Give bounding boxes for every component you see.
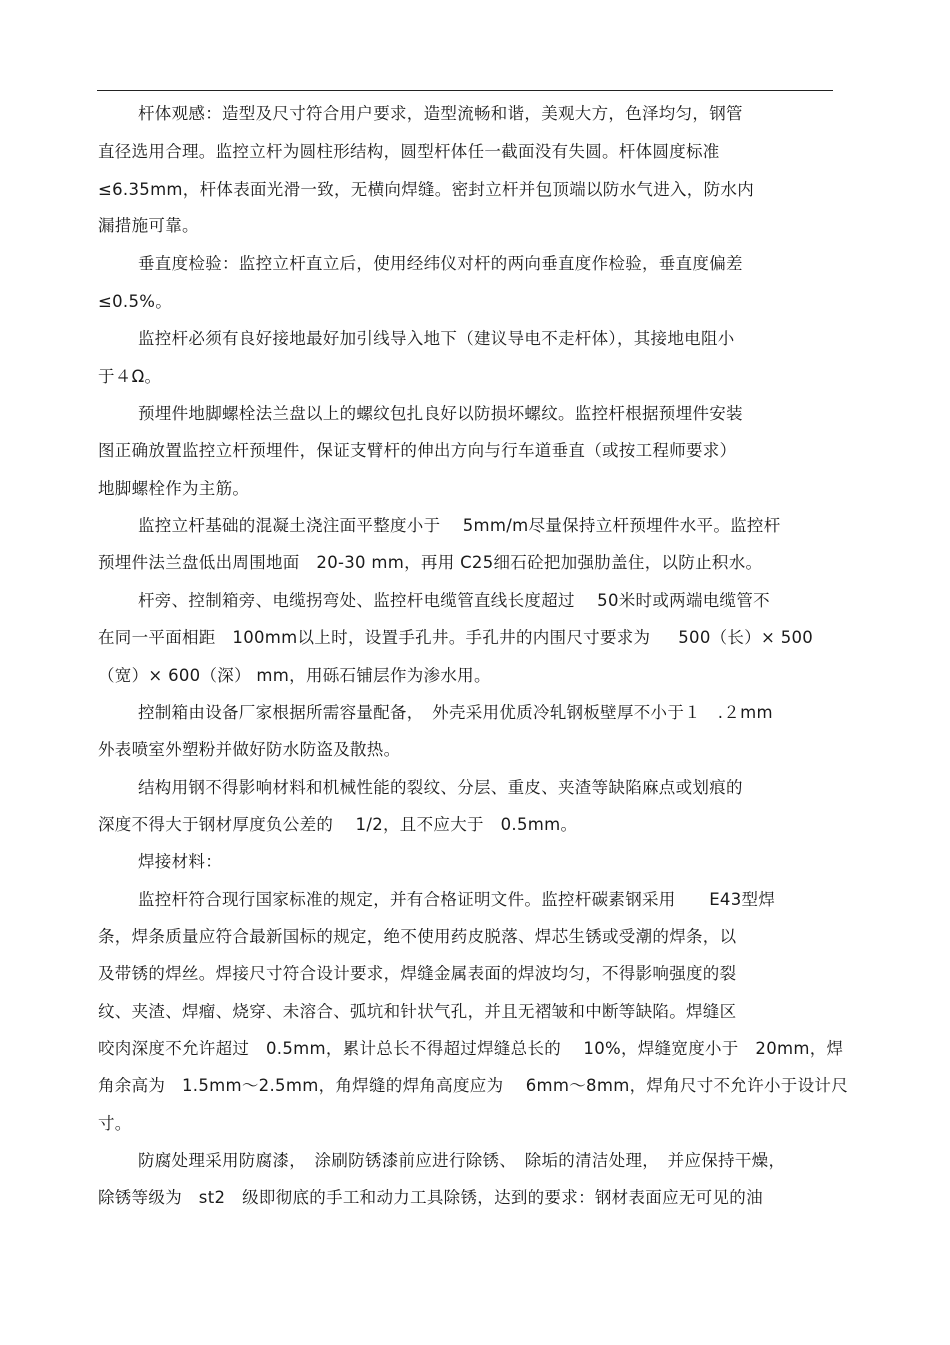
paragraph-line: 漏措施可靠。 — [98, 216, 199, 235]
paragraph-line: 图正确放置监控立杆预埋件，保证支臂杆的伸出方向与行车道垂直（或按工程师要求） — [98, 441, 737, 460]
paragraph-line: 监控立杆基础的混凝土浇注面平整度小于 5mm/m尽量保持立杆预埋件水平。监控杆 — [138, 516, 781, 535]
paragraph-line: 地脚螺栓作为主筋。 — [98, 479, 250, 498]
paragraph-line: 杆旁、控制箱旁、电缆拐弯处、监控杆电缆管直线长度超过 50米时或两端电缆管不 — [138, 591, 770, 610]
header-rule — [97, 90, 833, 91]
paragraph-line: 角余高为 1.5mm～2.5mm，角焊缝的焊角高度应为 6mm～8mm，焊角尺寸不允许小于设计尺 — [98, 1076, 849, 1095]
paragraph-line: 寸。 — [98, 1114, 132, 1133]
paragraph-line: 控制箱由设备厂家根据所需容量配备， 外壳采用优质冷轧钢板壁厚不小于１ .２mm — [138, 703, 773, 722]
paragraph-line: 在同一平面相距 100mm以上时，设置手孔井。手孔井的内围尺寸要求为 500（长）× 500 — [98, 628, 814, 647]
paragraph-line: 预埋件法兰盘低出周围地面 20-30 mm，再用 C25细石砼把加强肋盖住，以防止积水。 — [98, 553, 763, 572]
paragraph-line: 垂直度检验：监控立杆直立后，使用经纬仪对杆的两向垂直度作检验，垂直度偏差 — [138, 254, 743, 273]
paragraph-line: 除锈等级为 st2 级即彻底的手工和动力工具除锈，达到的要求：钢材表面应无可见的油 — [98, 1188, 763, 1207]
paragraph-line: 于４Ω。 — [98, 367, 162, 386]
paragraph-line: 监控杆必须有良好接地最好加引线导入地下（建议导电不走杆体），其接地电阻小 — [138, 329, 735, 348]
paragraph-line: 监控杆符合现行国家标准的规定，并有合格证明文件。监控杆碳素钢采用 E43型焊 — [138, 890, 776, 909]
paragraph-line: 条，焊条质量应符合最新国标的规定，绝不使用药皮脱落、焊芯生锈或受潮的焊条，以 — [98, 927, 737, 946]
paragraph-line: 杆体观感：造型及尺寸符合用户要求，造型流畅和谐，美观大方，色泽均匀，钢管 — [138, 104, 743, 123]
paragraph-line: ≤6.35mm，杆体表面光滑一致，无横向焊缝。密封立杆并包顶端以防水气进入，防水内 — [98, 180, 755, 199]
paragraph-line: 预埋件地脚螺栓法兰盘以上的螺纹包扎良好以防损坏螺纹。监控杆根据预埋件安装 — [138, 404, 743, 423]
paragraph-line: 结构用钢不得影响材料和机械性能的裂纹、分层、重皮、夹渣等缺陷麻点或划痕的 — [138, 778, 743, 797]
paragraph-line: ≤0.5%。 — [98, 292, 173, 311]
section-heading: 焊接材料： — [138, 852, 222, 871]
paragraph-line: 直径选用合理。监控立杆为圆柱形结构，圆型杆体任一截面没有失圆。杆体圆度标准 — [98, 142, 720, 161]
paragraph-line: 及带锈的焊丝。焊接尺寸符合设计要求，焊缝金属表面的焊波均匀，不得影响强度的裂 — [98, 964, 737, 983]
paragraph-line: （宽）× 600（深） mm，用砾石铺层作为渗水用。 — [98, 666, 491, 685]
paragraph-line: 外表喷室外塑粉并做好防水防盗及散热。 — [98, 740, 401, 759]
paragraph-line: 咬肉深度不允许超过 0.5mm，累计总长不得超过焊缝总长的 10%，焊缝宽度小于 20mm，焊 — [98, 1039, 844, 1058]
paragraph-line: 纹、夹渣、焊瘤、烧穿、未溶合、弧坑和针状气孔，并且无褶皱和中断等缺陷。焊缝区 — [98, 1002, 737, 1021]
paragraph-line: 防腐处理采用防腐漆， 涂刷防锈漆前应进行除锈、 除垢的清洁处理， 并应保持干燥， — [138, 1151, 786, 1170]
paragraph-line: 深度不得大于钢材厚度负公差的 1/2，且不应大于 0.5mm。 — [98, 815, 578, 834]
